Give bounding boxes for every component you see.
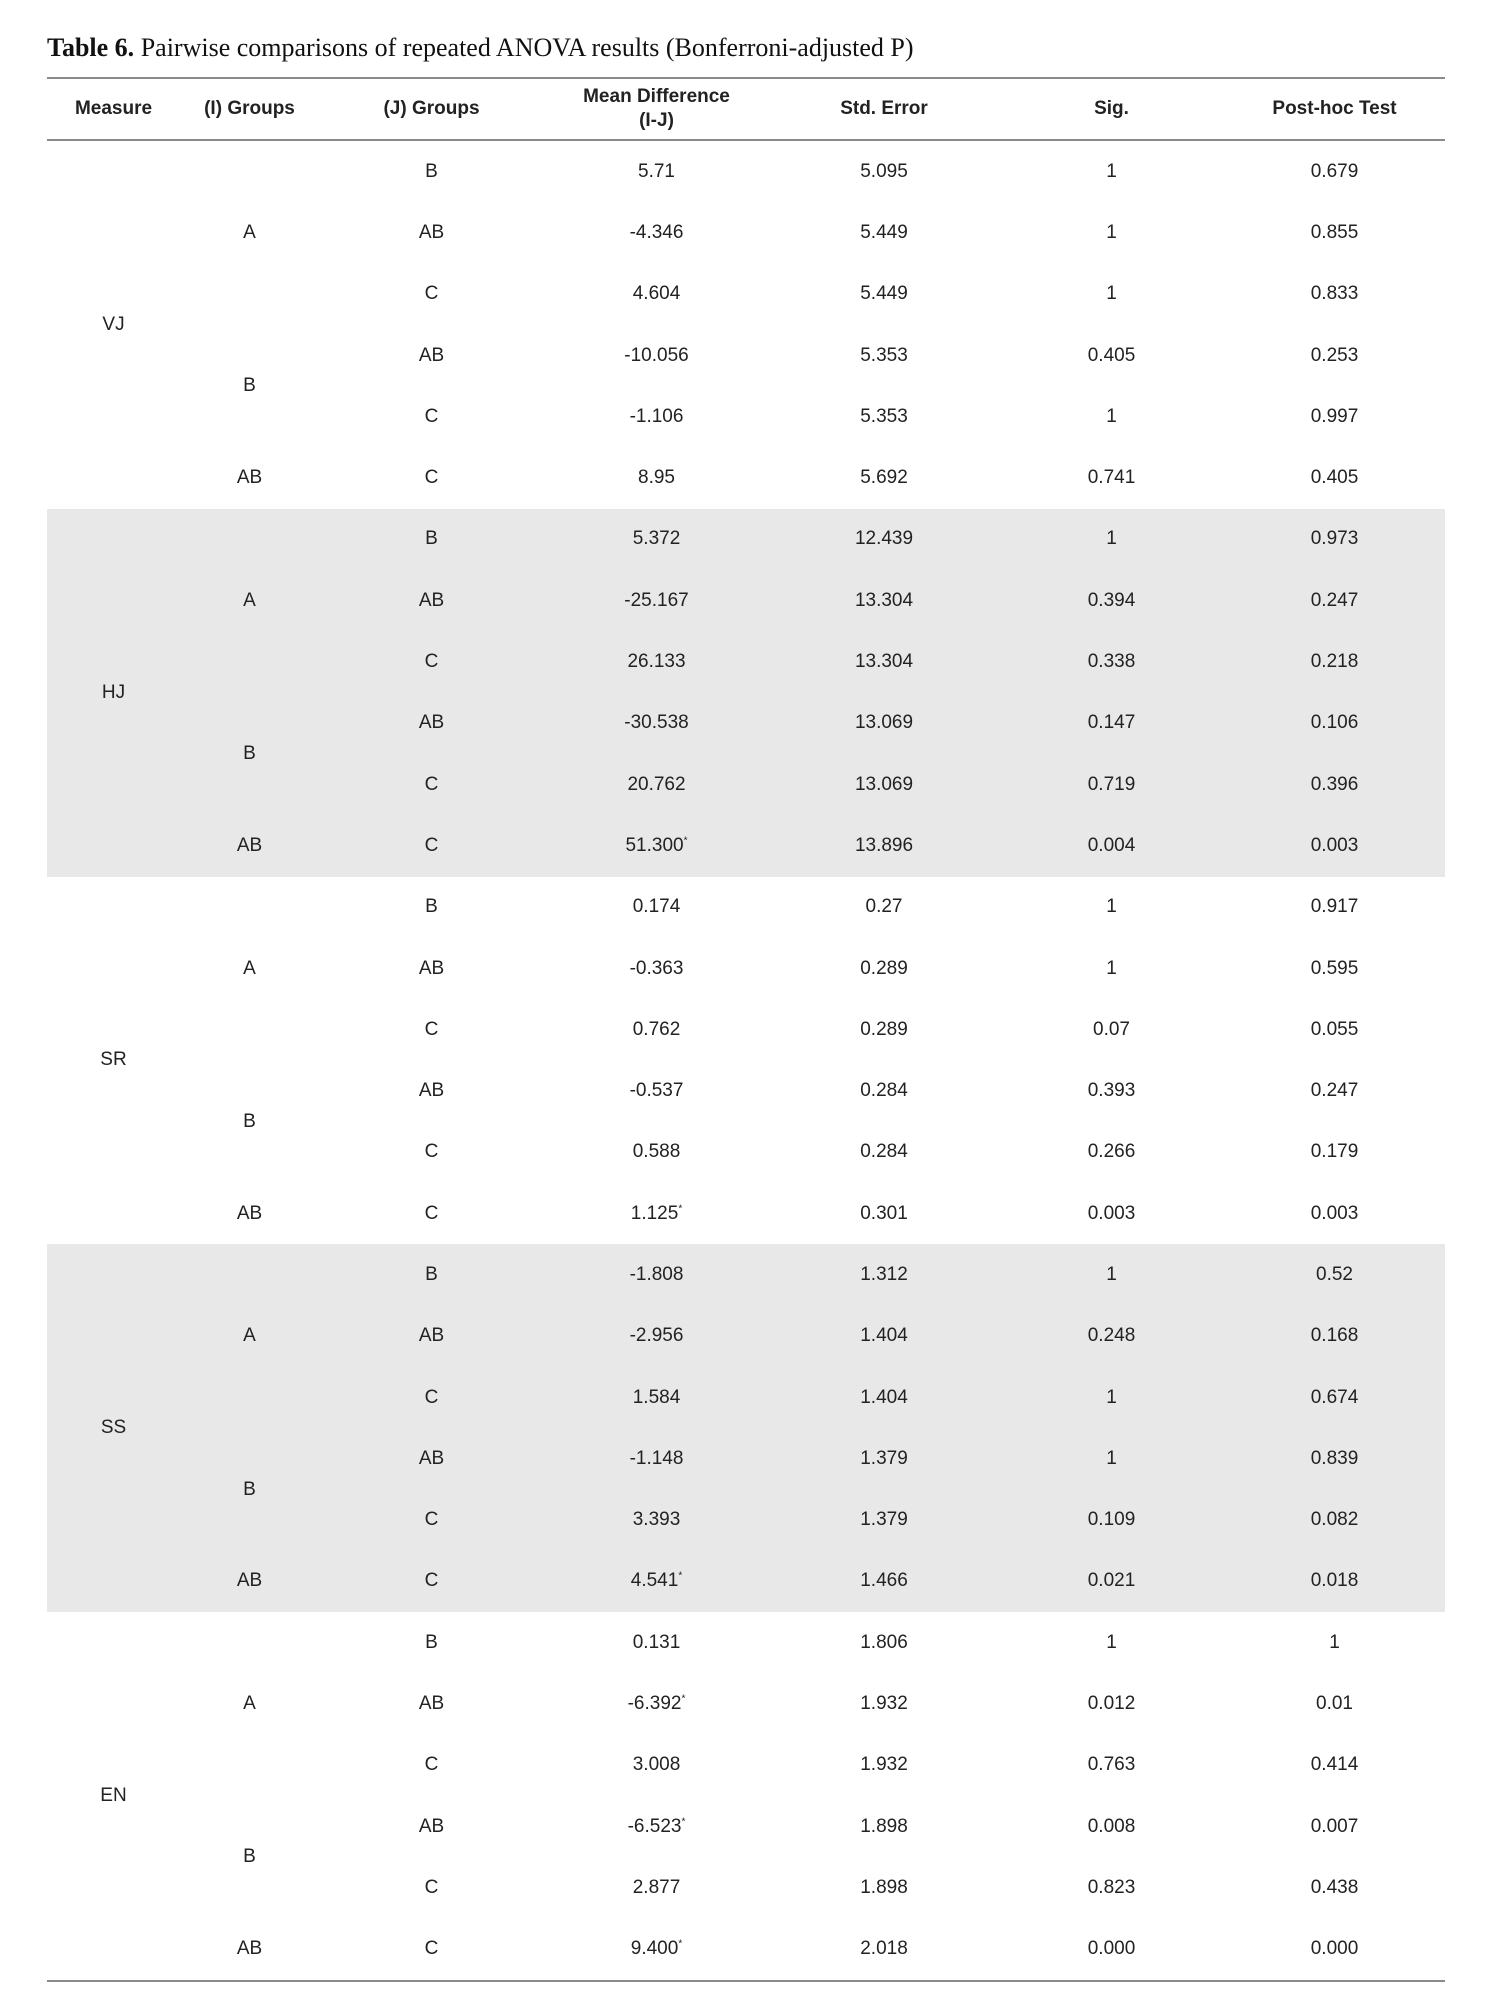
- table-row: [47, 1796, 1445, 1857]
- cell-post-hoc: 0.000: [1310, 1938, 1359, 1960]
- cell-std-error: 12.439: [769, 509, 999, 570]
- cell-std-error: 1.806: [860, 1631, 908, 1653]
- cell-j-group: C: [319, 1367, 544, 1428]
- cell-mean-difference: [544, 1367, 769, 1428]
- cell-j-group: B: [425, 160, 438, 182]
- cell-sig: 0.012: [1087, 1693, 1136, 1715]
- cell-mean-difference: [544, 1919, 769, 1981]
- mean-difference-value: 1.584: [632, 1386, 681, 1408]
- cell-post-hoc: 0.003: [1224, 815, 1445, 876]
- mean-difference-value: 3.393: [632, 1509, 681, 1531]
- cell-i-group: A: [243, 957, 256, 979]
- mean-difference-value: 5.372: [632, 528, 681, 550]
- table-row: [47, 1060, 1445, 1121]
- cell-sig: 0.266: [1087, 1141, 1136, 1163]
- cell-post-hoc: 0.247: [1224, 570, 1445, 631]
- mean-difference-value: -30.538: [624, 712, 689, 734]
- cell-std-error: 1.404: [769, 1306, 999, 1367]
- cell-sig: 0.008: [1087, 1815, 1136, 1837]
- cell-sig: 0.248: [999, 1306, 1224, 1367]
- header-row: [47, 78, 1445, 140]
- mean-difference-value: -4.346: [629, 221, 684, 243]
- cell-i-group: B: [243, 1110, 256, 1132]
- pairwise-comparisons-table: [47, 77, 1445, 1982]
- cell-std-error: 13.304: [769, 631, 999, 692]
- cell-sig: 0.147: [999, 693, 1224, 754]
- cell-post-hoc: 0.396: [1224, 754, 1445, 815]
- cell-mean-difference: [544, 570, 769, 631]
- cell-sig: 1: [1106, 283, 1117, 305]
- cell-j-group: AB: [319, 570, 544, 631]
- cell-measure: VJ: [102, 313, 125, 335]
- mean-difference-value: 0.588: [632, 1141, 681, 1163]
- significance-marker: *: [678, 1938, 683, 1950]
- cell-mean-difference: [544, 447, 769, 508]
- significance-marker: *: [678, 1203, 683, 1215]
- cell-sig: 1: [999, 1244, 1224, 1305]
- cell-mean-difference: [544, 938, 769, 999]
- cell-sig: 1: [999, 1367, 1224, 1428]
- cell-j-group: AB: [418, 1080, 445, 1102]
- cell-sig: 1: [999, 509, 1224, 570]
- cell-j-group: C: [424, 283, 439, 305]
- significance-marker: *: [678, 1571, 683, 1583]
- cell-post-hoc: 0.106: [1224, 693, 1445, 754]
- cell-measure: SS: [47, 1244, 180, 1612]
- cell-sig: 0.719: [999, 754, 1224, 815]
- cell-j-group: C: [424, 1202, 439, 1224]
- measure-section-vj: [47, 140, 1445, 509]
- cell-post-hoc: 0.997: [1310, 405, 1359, 427]
- cell-std-error: 1.898: [860, 1815, 908, 1837]
- measure-section-ss: [47, 1244, 1445, 1612]
- mean-difference-value: 2.877: [632, 1876, 681, 1898]
- mean-difference-value: -0.537: [629, 1080, 684, 1102]
- significance-marker: *: [683, 835, 688, 847]
- cell-i-group: A: [243, 1693, 256, 1715]
- cell-mean-difference: [544, 325, 769, 386]
- cell-post-hoc: 0.003: [1310, 1202, 1359, 1224]
- cell-j-group: AB: [418, 221, 445, 243]
- cell-post-hoc: 0.414: [1310, 1754, 1359, 1776]
- cell-std-error: 0.301: [860, 1202, 908, 1224]
- cell-std-error: 13.896: [769, 815, 999, 876]
- cell-post-hoc: 0.007: [1310, 1815, 1359, 1837]
- cell-j-group: C: [424, 1876, 439, 1898]
- cell-mean-difference: [544, 754, 769, 815]
- cell-mean-difference: [544, 1735, 769, 1796]
- cell-post-hoc: 0.01: [1316, 1693, 1353, 1715]
- cell-std-error: 0.289: [860, 1018, 908, 1040]
- cell-measure: HJ: [47, 509, 180, 877]
- table-row: [47, 447, 1445, 508]
- table-row: [47, 1919, 1445, 1981]
- cell-sig: 0.823: [1087, 1876, 1136, 1898]
- mean-difference-value: 1.125: [630, 1202, 679, 1224]
- cell-mean-difference: [544, 1244, 769, 1305]
- cell-sig: 0.004: [999, 815, 1224, 876]
- cell-j-group: C: [319, 754, 544, 815]
- cell-post-hoc: 0.218: [1224, 631, 1445, 692]
- cell-mean-difference: [544, 1490, 769, 1551]
- mean-difference-value: -1.148: [629, 1447, 684, 1469]
- cell-mean-difference: [544, 140, 769, 202]
- cell-sig: 0.393: [1087, 1080, 1136, 1102]
- cell-j-group: C: [424, 405, 439, 427]
- mean-difference-value: -1.808: [629, 1263, 684, 1285]
- cell-std-error: 0.284: [860, 1141, 908, 1163]
- cell-mean-difference: [544, 386, 769, 447]
- header-j-groups: (J) Groups: [319, 78, 544, 140]
- table-header: [47, 78, 1445, 140]
- cell-sig: 1: [999, 1428, 1224, 1489]
- cell-post-hoc: 0.438: [1310, 1876, 1359, 1898]
- cell-std-error: 1.379: [769, 1428, 999, 1489]
- cell-sig: 0.07: [1093, 1018, 1130, 1040]
- cell-i-group: A: [180, 509, 319, 693]
- cell-std-error: 0.289: [860, 957, 908, 979]
- cell-mean-difference: [544, 693, 769, 754]
- cell-mean-difference: [544, 1612, 769, 1673]
- table-row: [47, 815, 1445, 876]
- cell-j-group: B: [319, 1244, 544, 1305]
- mean-difference-value: 5.71: [638, 160, 675, 182]
- cell-post-hoc: 0.082: [1224, 1490, 1445, 1551]
- cell-post-hoc: 0.679: [1310, 160, 1359, 182]
- cell-std-error: 5.449: [860, 283, 908, 305]
- cell-j-group: AB: [418, 1693, 445, 1715]
- header-post-hoc: Post-hoc Test: [1224, 78, 1445, 140]
- cell-sig: 1: [1106, 160, 1117, 182]
- cell-std-error: 13.069: [769, 754, 999, 815]
- cell-j-group: C: [319, 1490, 544, 1551]
- cell-mean-difference: [544, 1122, 769, 1183]
- cell-j-group: AB: [418, 957, 445, 979]
- cell-post-hoc: 0.168: [1224, 1306, 1445, 1367]
- mean-difference-value: 4.541: [630, 1570, 679, 1592]
- table-caption-text: Pairwise comparisons of repeated ANOVA results (Bonferroni-adjusted P): [140, 33, 914, 62]
- cell-i-group: B: [243, 375, 256, 397]
- table-row: [47, 509, 1445, 570]
- cell-post-hoc: 0.52: [1224, 1244, 1445, 1305]
- cell-i-group: AB: [236, 467, 263, 489]
- cell-mean-difference: [544, 1796, 769, 1857]
- cell-mean-difference: [544, 877, 769, 938]
- header-measure: Measure: [47, 78, 180, 140]
- cell-mean-difference: [544, 1183, 769, 1244]
- cell-std-error: 5.353: [860, 344, 908, 366]
- header-i-groups: (I) Groups: [180, 78, 319, 140]
- mean-difference-value: 4.604: [632, 283, 681, 305]
- cell-mean-difference: [544, 1428, 769, 1489]
- significance-marker: *: [681, 1693, 686, 1705]
- cell-std-error: 13.304: [769, 570, 999, 631]
- mean-difference-value: -2.956: [629, 1325, 684, 1347]
- cell-sig: 1: [1106, 405, 1117, 427]
- cell-mean-difference: [544, 1857, 769, 1918]
- cell-i-group: AB: [236, 1202, 263, 1224]
- mean-difference-value: -1.106: [629, 405, 684, 427]
- mean-difference-value: 9.400: [630, 1938, 679, 1960]
- cell-j-group: C: [424, 1018, 439, 1040]
- cell-mean-difference: [544, 1306, 769, 1367]
- cell-post-hoc: 0.917: [1310, 896, 1359, 918]
- cell-j-group: AB: [319, 1306, 544, 1367]
- mean-difference-value: 0.762: [632, 1018, 681, 1040]
- cell-sig: 0.741: [1087, 467, 1136, 489]
- cell-std-error: 1.312: [769, 1244, 999, 1305]
- cell-std-error: 1.932: [860, 1754, 908, 1776]
- cell-sig: 1: [1106, 896, 1117, 918]
- cell-post-hoc: 0.018: [1224, 1551, 1445, 1612]
- cell-j-group: C: [424, 467, 439, 489]
- cell-sig: 0.109: [999, 1490, 1224, 1551]
- table-caption: [47, 30, 914, 66]
- cell-j-group: AB: [418, 344, 445, 366]
- table-row: [47, 1183, 1445, 1244]
- cell-std-error: 5.353: [860, 405, 908, 427]
- cell-post-hoc: 0.674: [1224, 1367, 1445, 1428]
- cell-std-error: 13.069: [769, 693, 999, 754]
- cell-sig: 0.021: [999, 1551, 1224, 1612]
- cell-std-error: 1.898: [860, 1876, 908, 1898]
- mean-difference-value: 51.300: [625, 834, 684, 856]
- cell-i-group: A: [180, 1244, 319, 1428]
- header-mean-difference-line2: (I-J): [639, 110, 674, 131]
- cell-sig: 1: [1106, 221, 1117, 243]
- cell-j-group: C: [319, 631, 544, 692]
- mean-difference-value: 26.133: [627, 651, 686, 673]
- cell-std-error: 0.27: [865, 896, 903, 918]
- cell-j-group: C: [424, 1754, 439, 1776]
- cell-sig: 0.338: [999, 631, 1224, 692]
- cell-std-error: 5.692: [860, 467, 908, 489]
- cell-post-hoc: 0.055: [1310, 1018, 1359, 1040]
- cell-j-group: AB: [418, 1815, 445, 1837]
- cell-mean-difference: [544, 999, 769, 1060]
- header-std-error: Std. Error: [769, 78, 999, 140]
- cell-i-group: B: [180, 1428, 319, 1551]
- mean-difference-value: -6.523: [627, 1815, 682, 1837]
- cell-i-group: AB: [180, 1551, 319, 1612]
- cell-mean-difference: [544, 1060, 769, 1121]
- cell-std-error: 5.449: [860, 221, 908, 243]
- mean-difference-value: 3.008: [632, 1754, 681, 1776]
- cell-post-hoc: 0.839: [1224, 1428, 1445, 1489]
- cell-std-error: 1.466: [769, 1551, 999, 1612]
- significance-marker: *: [681, 1816, 686, 1828]
- table-row: [47, 140, 1445, 202]
- cell-std-error: 5.095: [860, 160, 908, 182]
- cell-j-group: C: [319, 1551, 544, 1612]
- header-sig: Sig.: [999, 78, 1224, 140]
- cell-i-group: B: [243, 1846, 256, 1868]
- mean-difference-value: -6.392: [627, 1693, 682, 1715]
- mean-difference-value: 8.95: [638, 467, 675, 489]
- table-row: [47, 1551, 1445, 1612]
- cell-mean-difference: [544, 264, 769, 325]
- header-mean-difference-line1: Mean Difference: [583, 86, 730, 107]
- cell-j-group: B: [425, 1631, 438, 1653]
- cell-mean-difference: [544, 1551, 769, 1612]
- cell-mean-difference: [544, 815, 769, 876]
- cell-sig: 0.405: [1087, 344, 1136, 366]
- cell-std-error: 2.018: [860, 1938, 908, 1960]
- cell-post-hoc: 0.595: [1310, 957, 1359, 979]
- cell-post-hoc: 0.855: [1310, 221, 1359, 243]
- cell-i-group: A: [243, 221, 256, 243]
- cell-sig: 1: [1106, 957, 1117, 979]
- table-row: [47, 1428, 1445, 1489]
- table-row: [47, 1244, 1445, 1305]
- cell-i-group: B: [180, 693, 319, 816]
- cell-post-hoc: 0.405: [1310, 467, 1359, 489]
- cell-mean-difference: [544, 202, 769, 263]
- table-row: [47, 325, 1445, 386]
- table-row: [47, 877, 1445, 938]
- measure-section-en: [47, 1612, 1445, 1981]
- cell-std-error: 0.284: [860, 1080, 908, 1102]
- cell-j-group: C: [424, 1141, 439, 1163]
- mean-difference-value: 0.131: [632, 1631, 681, 1653]
- cell-j-group: AB: [319, 693, 544, 754]
- cell-post-hoc: 0.253: [1310, 344, 1359, 366]
- measure-section-sr: [47, 877, 1445, 1245]
- table-row: [47, 1612, 1445, 1673]
- cell-j-group: C: [319, 815, 544, 876]
- mean-difference-value: -10.056: [624, 344, 689, 366]
- table-caption-label: Table 6.: [47, 33, 135, 62]
- cell-i-group: AB: [180, 815, 319, 876]
- cell-sig: 0.394: [999, 570, 1224, 631]
- cell-post-hoc: 0.833: [1310, 283, 1359, 305]
- mean-difference-value: 0.174: [632, 896, 681, 918]
- cell-measure: SR: [100, 1049, 127, 1071]
- cell-sig: 0.763: [1087, 1754, 1136, 1776]
- mean-difference-value: -0.363: [629, 957, 684, 979]
- cell-post-hoc: 0.973: [1224, 509, 1445, 570]
- mean-difference-value: 20.762: [627, 773, 686, 795]
- cell-std-error: 1.379: [769, 1490, 999, 1551]
- cell-j-group: B: [425, 896, 438, 918]
- cell-post-hoc: 1: [1329, 1631, 1340, 1653]
- cell-post-hoc: 0.247: [1310, 1080, 1359, 1102]
- cell-measure: EN: [100, 1785, 127, 1807]
- cell-std-error: 1.404: [769, 1367, 999, 1428]
- cell-std-error: 1.932: [860, 1693, 908, 1715]
- header-mean-difference: [544, 78, 769, 140]
- table-row: [47, 693, 1445, 754]
- cell-sig: 1: [1106, 1631, 1117, 1653]
- cell-mean-difference: [544, 631, 769, 692]
- measure-section-hj: [47, 509, 1445, 877]
- cell-j-group: B: [319, 509, 544, 570]
- cell-j-group: AB: [319, 1428, 544, 1489]
- cell-j-group: C: [424, 1938, 439, 1960]
- cell-mean-difference: [544, 1673, 769, 1734]
- cell-post-hoc: 0.179: [1310, 1141, 1359, 1163]
- cell-sig: 0.003: [1087, 1202, 1136, 1224]
- mean-difference-value: -25.167: [624, 589, 689, 611]
- cell-sig: 0.000: [1087, 1938, 1136, 1960]
- cell-i-group: AB: [236, 1938, 263, 1960]
- cell-mean-difference: [544, 509, 769, 570]
